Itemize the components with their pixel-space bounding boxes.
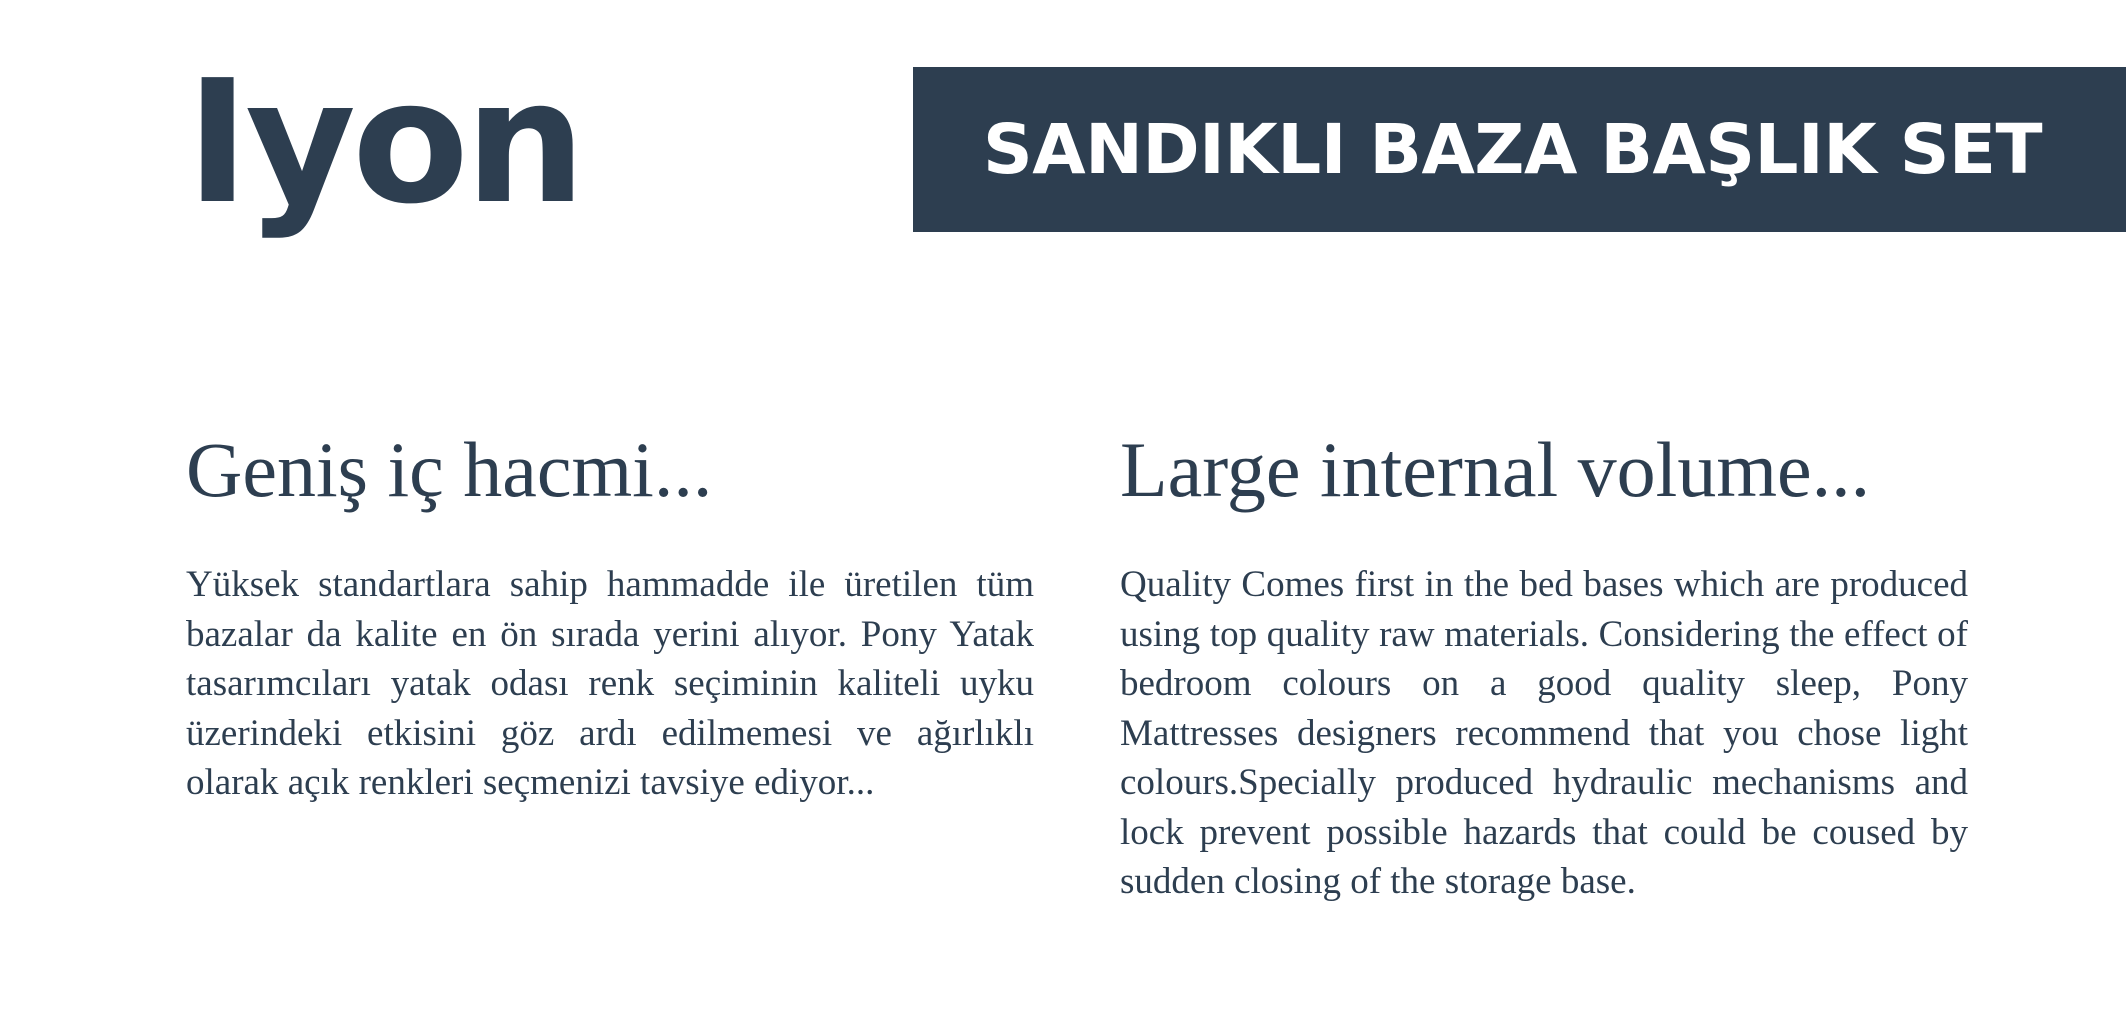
turkish-column — [186, 420, 1034, 808]
title-banner — [913, 67, 2126, 232]
turkish-heading: Geniş iç hacmi... — [186, 426, 713, 513]
turkish-body: Yüksek standartlara sahip hammadde ile üretilen tüm bazalar da kalite en ön sırada yerini alıyor. Pony Yatak tasarımcıları yatak odası renk seçiminin kaliteli uyku üzerindeki etkisini göz ardı edilmemesi ve ağırlıklı olarak açık renkleri seçmenizi tavsiye ediyor... — [186, 564, 1034, 803]
banner-title: SANDIKLI BAZA BAŞLIK SET — [983, 109, 2043, 190]
english-body: Quality Comes first in the bed bases which are produced using top quality raw materials. Considering the effect of bedroom colours on a good quality sleep, Pony Mattresses designers recommend that you chose light colours.Specially produced hydraulic mechanisms and lock prevent possible hazards that could be coused by sudden closing of the storage base. — [1120, 564, 1968, 902]
english-heading: Large internal volume... — [1120, 426, 1871, 513]
english-column — [1120, 420, 1968, 907]
brand-name: Iyon — [186, 44, 582, 242]
